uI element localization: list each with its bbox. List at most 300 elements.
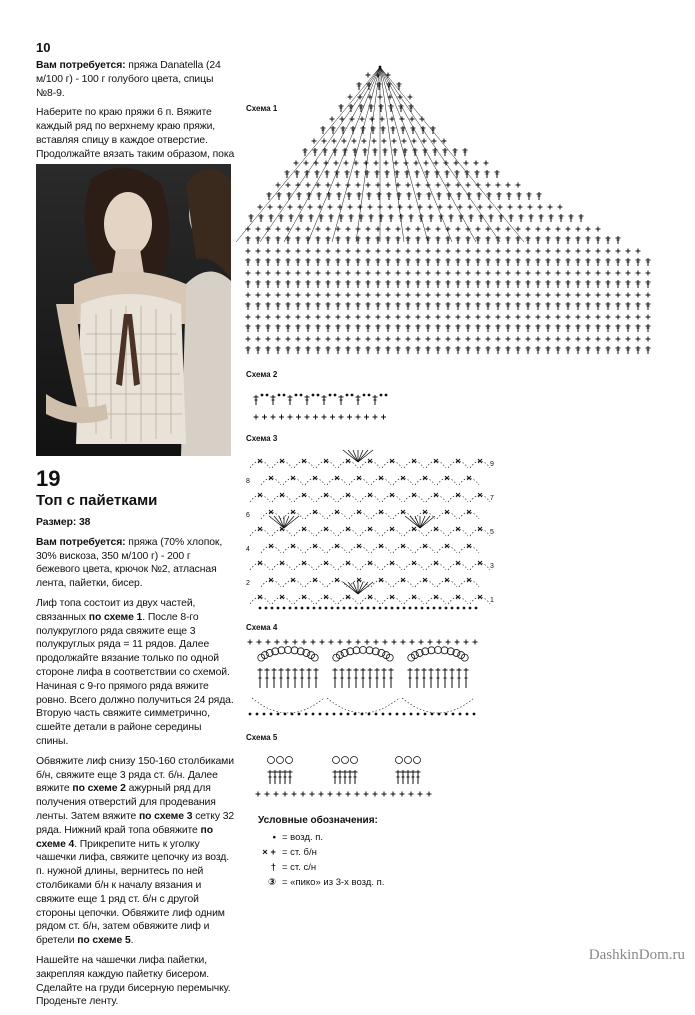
mesh-arc	[382, 529, 402, 536]
mesh-arc	[338, 461, 358, 468]
mesh-arc	[393, 546, 413, 553]
mesh-arc	[360, 529, 380, 536]
sc-mark	[496, 293, 501, 298]
dc-mark	[453, 148, 458, 156]
dc-mark	[323, 148, 328, 156]
picot-mark	[333, 757, 340, 764]
mesh-arc	[305, 580, 325, 587]
sc-mark	[366, 293, 371, 298]
dc-mark	[336, 302, 341, 310]
dc-mark	[456, 236, 461, 244]
sc-mark	[370, 117, 375, 122]
dc-mark	[246, 302, 251, 310]
dc-mark	[266, 346, 271, 354]
sc-mark	[422, 139, 427, 144]
sc-mark	[458, 205, 463, 210]
dc-mark	[416, 346, 421, 354]
mesh-arc	[415, 478, 435, 485]
sc-mark	[304, 161, 309, 166]
sc-mark	[516, 227, 521, 232]
dc-mark	[556, 258, 561, 266]
row-number: 4	[246, 546, 250, 553]
sc-mark	[576, 249, 581, 254]
sc-mark	[344, 161, 349, 166]
picot-mark	[428, 647, 435, 654]
dc-mark	[476, 236, 481, 244]
legend-item: × + = ст. б/н	[262, 847, 317, 858]
mesh-arc	[470, 495, 490, 502]
dc-mark	[266, 236, 271, 244]
sc-mark	[536, 293, 541, 298]
mesh-arc	[470, 563, 490, 570]
dc-mark	[409, 214, 414, 222]
chain-dot	[277, 713, 280, 716]
sc-mark	[316, 337, 321, 342]
mesh-arc	[470, 529, 490, 536]
picot-mark	[441, 647, 448, 654]
dc-mark	[516, 302, 521, 310]
dc-mark	[266, 258, 271, 266]
dc-mark	[346, 346, 351, 354]
sc-mark	[546, 337, 551, 342]
sc-mark	[256, 249, 261, 254]
sc-mark	[346, 337, 351, 342]
sc-mark	[316, 227, 321, 232]
dc-mark	[436, 258, 441, 266]
row-number: 8	[246, 478, 250, 485]
sc-mark	[276, 337, 281, 342]
dc-mark	[445, 170, 450, 178]
sc-mark	[556, 293, 561, 298]
dc-mark	[646, 346, 651, 354]
mesh-arc	[294, 563, 314, 570]
dc-mark	[347, 192, 352, 200]
sc-mark	[636, 315, 641, 320]
sc-mark	[426, 249, 431, 254]
sc-mark	[416, 315, 421, 320]
mesh-arc	[250, 597, 270, 604]
mesh-arc	[261, 478, 281, 485]
model-photo	[36, 164, 231, 456]
dc-mark	[476, 280, 481, 288]
sc-mark	[356, 249, 361, 254]
mesh-arc	[426, 529, 446, 536]
sc-mark	[366, 271, 371, 276]
sc-mark	[396, 315, 401, 320]
sc-mark	[486, 271, 491, 276]
sc-mark	[346, 293, 351, 298]
dc-mark	[296, 324, 301, 332]
picot-mark	[405, 757, 412, 764]
mesh-arc	[437, 512, 457, 519]
sc-mark	[376, 315, 381, 320]
sc-mark	[410, 117, 415, 122]
dc-mark	[339, 104, 344, 112]
dc-mark	[343, 770, 348, 784]
dc-mark	[616, 302, 621, 310]
sc-mark	[508, 205, 513, 210]
sc-mark	[392, 640, 397, 645]
sc-mark	[616, 293, 621, 298]
dc-mark	[579, 214, 584, 222]
dc-mark	[466, 280, 471, 288]
mesh-arc	[250, 529, 270, 536]
sc-mark	[456, 337, 461, 342]
dc-mark	[299, 214, 304, 222]
dc-mark	[606, 302, 611, 310]
sc-mark	[329, 640, 334, 645]
sc-mark	[436, 315, 441, 320]
chain-dot	[427, 607, 430, 610]
dc-mark	[316, 236, 321, 244]
dc-mark	[596, 280, 601, 288]
mesh-arc	[470, 597, 490, 604]
sc-mark	[376, 293, 381, 298]
picot-mark	[291, 647, 298, 654]
dc-mark	[566, 258, 571, 266]
dc-mark	[576, 302, 581, 310]
sc-mark	[606, 293, 611, 298]
dc-mark	[606, 236, 611, 244]
sc-mark	[316, 293, 321, 298]
dc-mark	[297, 192, 302, 200]
dc-mark	[286, 668, 291, 688]
dc-mark	[606, 280, 611, 288]
dc-mark	[326, 324, 331, 332]
sc-mark	[436, 337, 441, 342]
fan-stitch	[420, 516, 430, 528]
sc-mark	[626, 337, 631, 342]
sc-mark	[316, 249, 321, 254]
row-number: 2	[246, 580, 250, 587]
sc-mark	[406, 293, 411, 298]
dc-mark	[646, 324, 651, 332]
sc-mark	[271, 415, 276, 420]
dc-mark	[295, 170, 300, 178]
mesh-arc	[261, 580, 281, 587]
dc-mark	[436, 324, 441, 332]
dc-mark	[586, 236, 591, 244]
picot-mark	[342, 757, 349, 764]
dc-mark	[426, 280, 431, 288]
chain-dot	[424, 713, 427, 716]
sc-mark	[466, 293, 471, 298]
mesh-arc	[316, 495, 336, 502]
dc-mark	[606, 258, 611, 266]
dc-mark	[276, 302, 281, 310]
sc-mark	[518, 205, 523, 210]
dc-mark	[449, 214, 454, 222]
sc-mark	[506, 293, 511, 298]
dc-mark	[401, 770, 406, 784]
dc-mark	[536, 280, 541, 288]
sc-mark	[286, 249, 291, 254]
dc-mark	[496, 346, 501, 354]
dc-mark	[348, 770, 353, 784]
schema-1-label: Схема 1	[246, 104, 278, 113]
dc-mark	[375, 668, 380, 688]
sc-mark	[646, 293, 651, 298]
sc-mark	[256, 792, 261, 797]
sc-mark	[401, 640, 406, 645]
sc-mark	[516, 271, 521, 276]
dc-mark	[416, 770, 421, 784]
chain-dot	[256, 713, 259, 716]
sc-mark	[322, 415, 327, 420]
dc-mark	[286, 346, 291, 354]
materials-19: Вам потребуется: пряжа (70% хлопок, 30% вискоза, 350 м/100 г) - 200 г бежевого цвета, крючок №2, атласная лента, пайетки, бисер.	[36, 536, 223, 590]
sc-mark	[446, 227, 451, 232]
sc-mark	[356, 293, 361, 298]
mesh-arc	[294, 597, 314, 604]
dc-mark	[246, 346, 251, 354]
dc-mark	[516, 280, 521, 288]
sc-mark	[412, 139, 417, 144]
sc-mark	[516, 249, 521, 254]
sc-mark	[342, 139, 347, 144]
chain-dot	[421, 607, 424, 610]
sc-mark	[456, 315, 461, 320]
dc-mark	[466, 258, 471, 266]
sc-mark	[636, 271, 641, 276]
dc-mark	[296, 280, 301, 288]
dc-mark	[566, 236, 571, 244]
chain-dot	[452, 713, 455, 716]
sc-mark	[266, 640, 271, 645]
fan-stitch	[358, 582, 368, 594]
sc-mark	[296, 271, 301, 276]
sc-mark	[274, 792, 279, 797]
chain-dot	[334, 394, 337, 397]
sc-mark	[362, 139, 367, 144]
mesh-arc	[448, 529, 468, 536]
dc-mark	[499, 214, 504, 222]
sc-mark	[246, 315, 251, 320]
chain-dot	[354, 713, 357, 716]
sc-mark	[326, 249, 331, 254]
sc-mark	[486, 183, 491, 188]
sc-mark	[391, 792, 396, 797]
mesh-arc	[459, 512, 479, 519]
sc-mark	[246, 337, 251, 342]
sc-mark	[526, 271, 531, 276]
dc-mark	[376, 324, 381, 332]
dc-mark	[369, 104, 374, 112]
legend	[246, 813, 406, 890]
dc-mark	[546, 302, 551, 310]
dc-mark	[596, 324, 601, 332]
sc-mark	[330, 415, 335, 420]
sc-mark	[276, 249, 281, 254]
sc-mark	[266, 271, 271, 276]
picot-mark	[268, 757, 275, 764]
dc-mark	[306, 324, 311, 332]
schema-5-diagram	[250, 752, 450, 802]
sc-mark	[360, 117, 365, 122]
sc-mark	[348, 205, 353, 210]
sc-mark	[436, 183, 441, 188]
sc-mark	[283, 792, 288, 797]
mesh-arc	[360, 563, 380, 570]
dc-mark	[436, 346, 441, 354]
sc-mark	[416, 249, 421, 254]
dc-mark	[466, 346, 471, 354]
dc-mark	[586, 346, 591, 354]
sc-mark	[313, 415, 318, 420]
dc-mark	[466, 236, 471, 244]
dc-mark	[443, 668, 448, 688]
sc-mark	[488, 205, 493, 210]
dc-mark	[288, 770, 293, 784]
sc-mark	[636, 249, 641, 254]
sc-mark	[476, 293, 481, 298]
sc-mark	[336, 249, 341, 254]
dc-mark	[446, 258, 451, 266]
dc-mark	[325, 170, 330, 178]
dc-mark	[465, 170, 470, 178]
dc-mark	[436, 280, 441, 288]
dc-mark	[296, 302, 301, 310]
sc-mark	[416, 293, 421, 298]
dc-mark	[606, 324, 611, 332]
chain-dot	[473, 713, 476, 716]
dc-mark	[596, 236, 601, 244]
sc-mark	[576, 315, 581, 320]
dc-mark	[422, 668, 427, 688]
dc-mark	[276, 324, 281, 332]
dc-mark	[293, 668, 298, 688]
sc-mark	[498, 205, 503, 210]
picot-mark	[396, 757, 403, 764]
dc-mark	[396, 258, 401, 266]
chain-dot	[445, 607, 448, 610]
sc-mark	[334, 161, 339, 166]
dc-mark	[386, 346, 391, 354]
sc-mark	[484, 161, 489, 166]
chain-dot	[261, 394, 264, 397]
dc-mark	[566, 346, 571, 354]
dc-mark	[407, 192, 412, 200]
sc-mark	[409, 792, 414, 797]
sc-mark	[338, 640, 343, 645]
dc-mark	[375, 170, 380, 178]
mesh-arc	[327, 580, 347, 587]
sc-mark	[538, 205, 543, 210]
sc-mark	[402, 139, 407, 144]
dc-mark	[376, 302, 381, 310]
sc-mark	[256, 227, 261, 232]
sc-mark	[626, 249, 631, 254]
sc-mark	[373, 792, 378, 797]
sc-mark	[396, 249, 401, 254]
sc-mark	[326, 227, 331, 232]
sc-mark	[275, 640, 280, 645]
dc-mark	[636, 258, 641, 266]
dc-mark	[437, 192, 442, 200]
sc-mark	[346, 249, 351, 254]
dc-mark	[517, 192, 522, 200]
mesh-arc	[261, 546, 281, 553]
mesh-arc	[272, 529, 292, 536]
schema-2-diagram	[250, 385, 430, 425]
chain-dot	[300, 394, 303, 397]
sc-mark	[364, 161, 369, 166]
sc-mark	[246, 249, 251, 254]
dc-mark	[566, 280, 571, 288]
dc-mark	[386, 302, 391, 310]
dc-mark	[556, 324, 561, 332]
dc-mark	[526, 280, 531, 288]
mesh-arc	[437, 546, 457, 553]
dc-mark	[466, 324, 471, 332]
sc-mark	[386, 227, 391, 232]
sc-mark	[268, 205, 273, 210]
chain-dot	[312, 394, 315, 397]
dc-mark	[497, 192, 502, 200]
dc-mark	[569, 214, 574, 222]
sc-mark	[419, 640, 424, 645]
dc-mark	[443, 148, 448, 156]
mesh-arc	[382, 597, 402, 604]
mesh-arc	[349, 580, 369, 587]
sc-mark	[506, 249, 511, 254]
dc-mark	[347, 668, 352, 688]
chain-dot	[367, 607, 370, 610]
sc-mark	[286, 227, 291, 232]
sc-mark	[566, 337, 571, 342]
dc-mark	[309, 214, 314, 222]
dc-mark	[507, 192, 512, 200]
sc-mark	[566, 293, 571, 298]
dc-mark	[276, 258, 281, 266]
sc-mark	[646, 315, 651, 320]
sc-mark	[339, 415, 344, 420]
sc-mark	[516, 315, 521, 320]
sc-mark	[576, 227, 581, 232]
sc-mark	[426, 337, 431, 342]
sc-mark	[576, 293, 581, 298]
sc-mark	[279, 415, 284, 420]
dc-mark	[506, 302, 511, 310]
dc-mark	[339, 395, 344, 405]
dc-mark	[326, 236, 331, 244]
sc-mark	[436, 293, 441, 298]
sc-mark	[432, 139, 437, 144]
sc-mark	[382, 792, 387, 797]
sc-mark	[406, 183, 411, 188]
mesh-arc	[316, 529, 336, 536]
mesh-arc	[426, 597, 446, 604]
sc-mark	[396, 227, 401, 232]
dc-mark	[646, 302, 651, 310]
dc-mark	[386, 280, 391, 288]
dc-mark	[536, 258, 541, 266]
sc-mark	[306, 293, 311, 298]
dc-mark	[396, 770, 401, 784]
sc-mark	[347, 640, 352, 645]
dc-mark	[626, 302, 631, 310]
dc-mark	[486, 236, 491, 244]
dc-mark	[467, 192, 472, 200]
fan-stitch	[284, 516, 294, 528]
chain-dot	[396, 713, 399, 716]
picot-mark	[353, 647, 360, 654]
sc-mark	[446, 249, 451, 254]
dc-mark	[450, 668, 455, 688]
sc-mark	[536, 227, 541, 232]
sc-mark	[476, 227, 481, 232]
mesh-arc	[382, 461, 402, 468]
